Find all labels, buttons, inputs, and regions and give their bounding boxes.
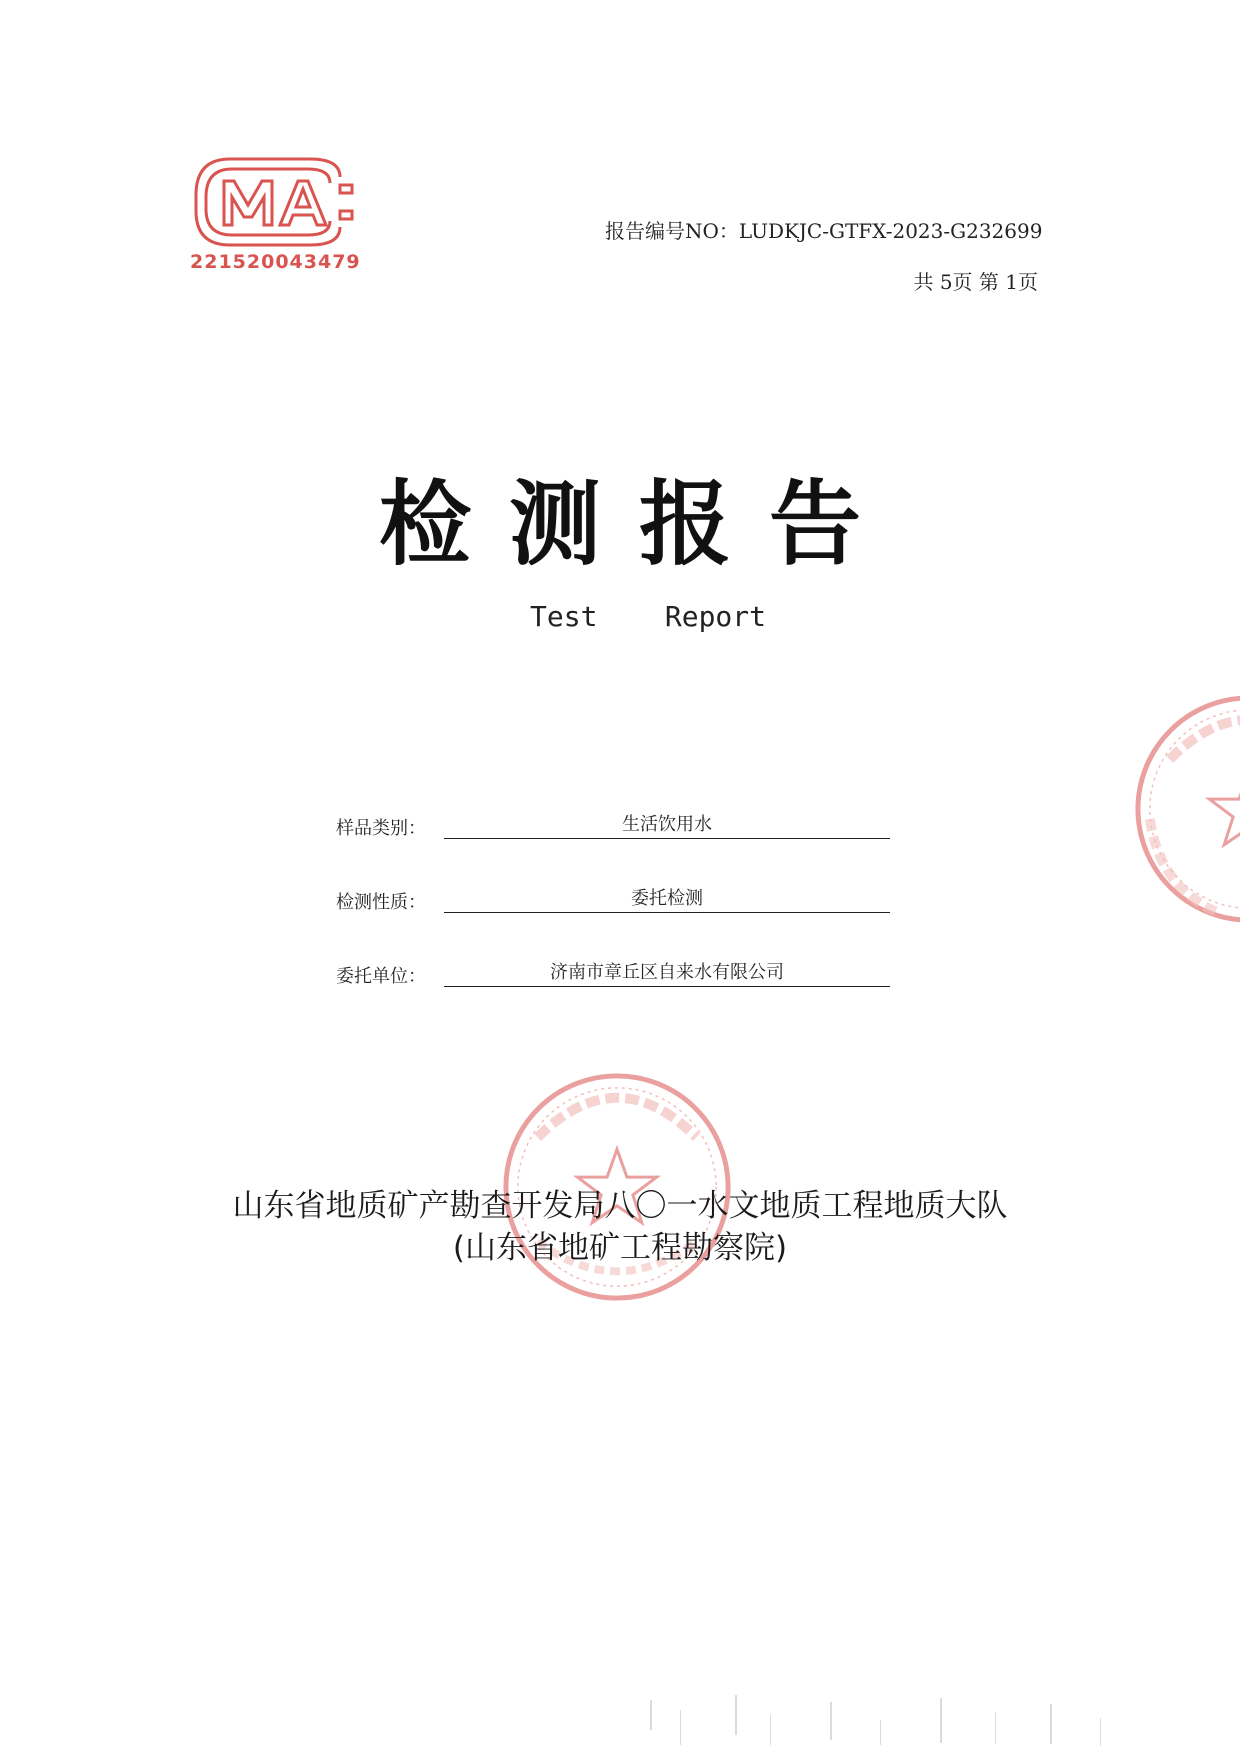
test-nature-row xyxy=(336,882,896,918)
sample-type-label: 样品类别： xyxy=(336,818,426,839)
test-nature-value: 委托检测 xyxy=(444,882,890,913)
client-label: 委托单位： xyxy=(336,966,426,987)
sample-type-value: 生活饮用水 xyxy=(444,808,890,839)
page-subtitle-english: Test Report xyxy=(530,600,767,633)
sample-type-row xyxy=(336,808,896,844)
client-row xyxy=(336,956,896,992)
page-title: 检测报告 xyxy=(378,470,899,578)
scan-noise-decoration xyxy=(640,1690,1140,1750)
organization-name: 山东省地质矿产勘查开发局八〇一水文地质工程地质大队 xyxy=(232,1188,1008,1224)
cma-mark-icon xyxy=(190,155,360,250)
client-value: 济南市章丘区自来水有限公司 xyxy=(444,956,890,987)
page-count: 共 5页 第 1页 xyxy=(913,270,1038,294)
test-nature-label: 检测性质： xyxy=(336,892,426,913)
organization-alias: (山东省地矿工程勘察院) xyxy=(452,1230,788,1266)
report-number: 报告编号NO：LUDKJC-GTFX-2023-G232699 xyxy=(605,219,1043,243)
cma-certificate-number: 221520043479 xyxy=(190,251,361,273)
partial-seal-stamp-icon xyxy=(1130,690,1240,928)
cma-logo xyxy=(190,155,360,275)
